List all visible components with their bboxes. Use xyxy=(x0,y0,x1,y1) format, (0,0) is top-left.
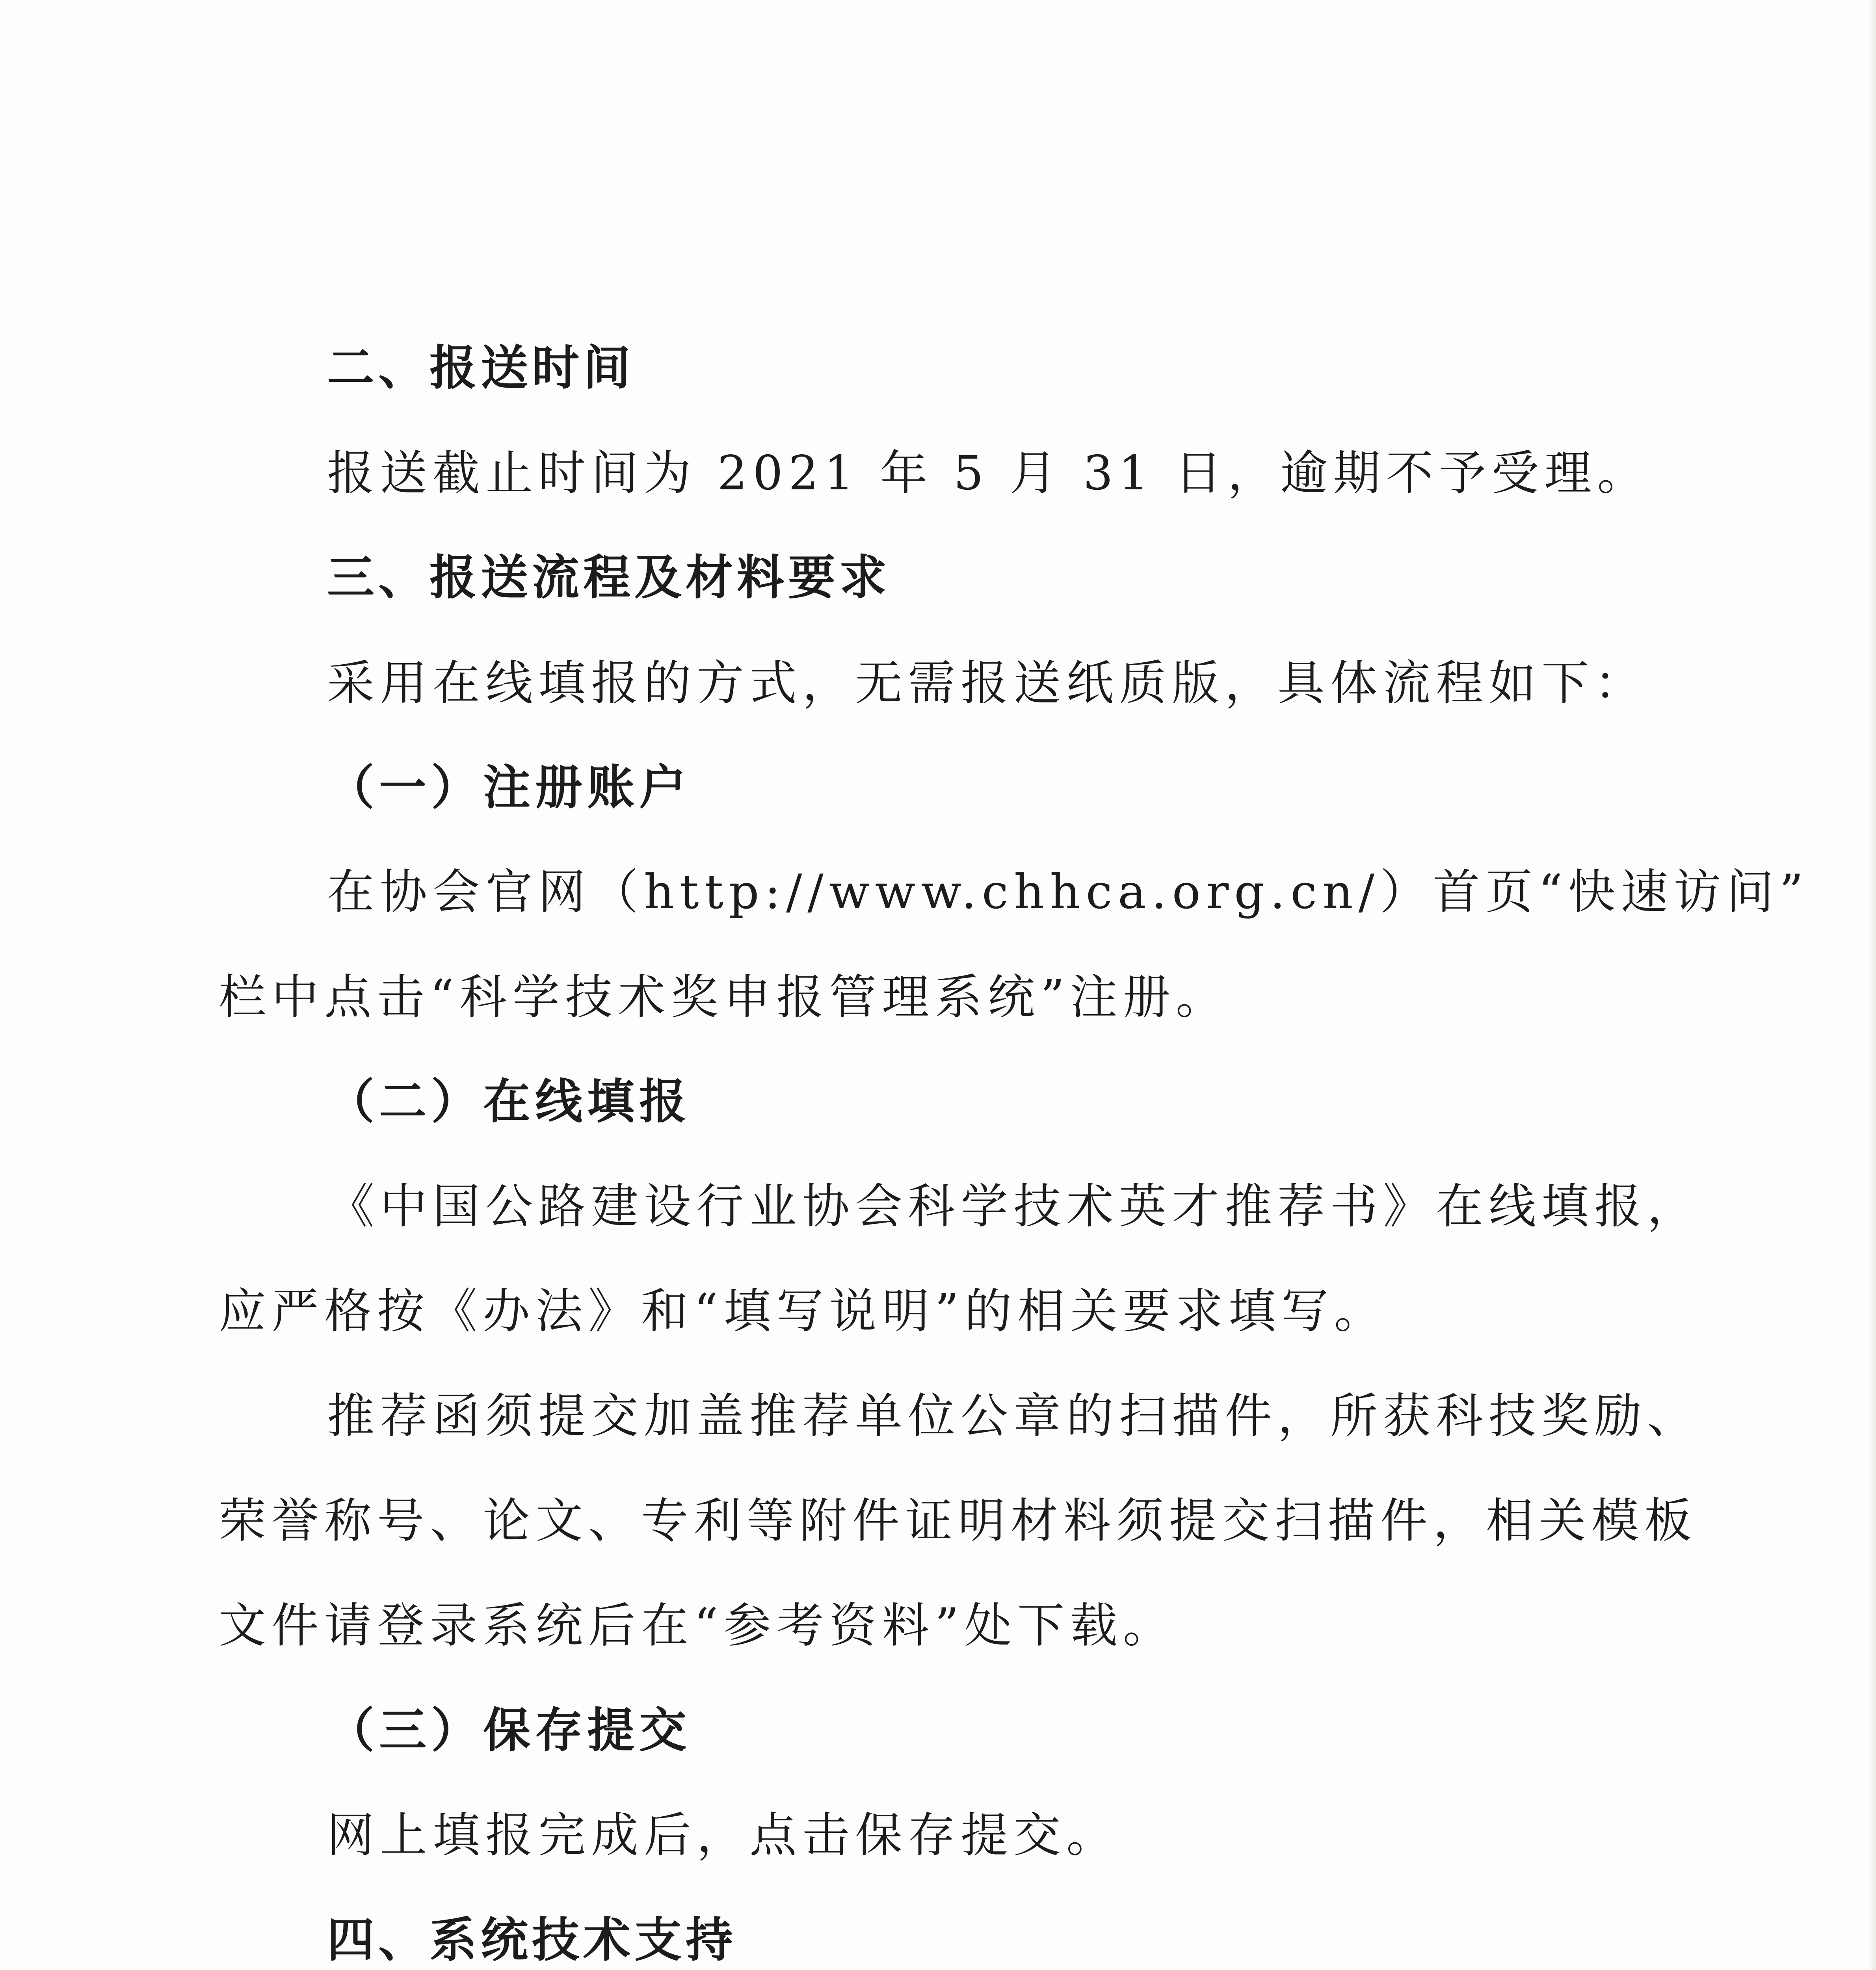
paragraph-online-fill-line: 应严格按《办法》和“填写说明”的相关要求填写。 xyxy=(219,1284,1387,1339)
subheading-register: （一）注册账户 xyxy=(327,760,691,815)
paragraph-register-line: 栏中点击“科学技术奖申报管理系统”注册。 xyxy=(219,970,1229,1025)
paragraph-attachments-line: 推荐函须提交加盖推荐单位公章的扫描件，所获科技奖励、 xyxy=(327,1389,1700,1444)
subheading-save-submit: （三）保存提交 xyxy=(327,1703,691,1758)
subheading-online-fill: （二）在线填报 xyxy=(327,1074,691,1129)
section-heading-time: 二、报送时间 xyxy=(327,341,634,396)
paragraph-online-fill-line: 《中国公路建设行业协会科学技术英才推荐书》在线填报， xyxy=(327,1179,1700,1234)
section-heading-process: 三、报送流程及材料要求 xyxy=(327,550,891,605)
scan-edge-shadow xyxy=(1869,0,1876,1970)
paragraph-attachments-line: 荣誉称号、论文、专利等附件证明材料须提交扫描件，相关模板 xyxy=(219,1494,1697,1548)
paragraph-save-submit: 网上填报完成后，点击保存提交。 xyxy=(327,1808,1119,1863)
paragraph-attachments-line: 文件请登录系统后在“参考资料”处下载。 xyxy=(219,1598,1176,1653)
paragraph-register-line: 在协会官网（http://www.chhca.org.cn/）首页“快速访问” xyxy=(327,865,1809,920)
section-heading-support: 四、系统技术支持 xyxy=(327,1913,737,1968)
paragraph-time: 报送截止时间为 2021 年 5 月 31 日，逾期不予受理。 xyxy=(327,446,1650,501)
paragraph-process-intro: 采用在线填报的方式，无需报送纸质版，具体流程如下： xyxy=(327,656,1647,711)
